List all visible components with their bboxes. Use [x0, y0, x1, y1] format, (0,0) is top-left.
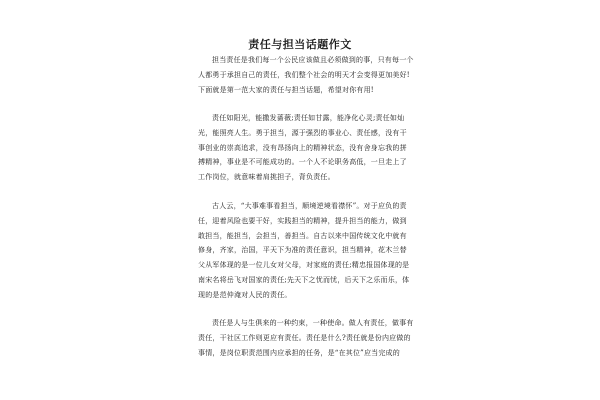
- paragraph-line: 光，能照亮人生。勇于担当，源于强烈的事业心、责任感，没有干: [198, 128, 407, 137]
- paragraph-line: 任，迎着风险也要干好，实践担当的精神，提升担当的能力，做到: [198, 216, 407, 225]
- paragraph-line: 担当责任是我们每一个公民应该做且必须做到的事，只有每一个: [212, 56, 414, 64]
- paragraph-1: [198, 53, 414, 97]
- paragraph-line: 下面就是第一范大家的责任与担当话题，希望对你有用!: [198, 85, 374, 94]
- paragraph-line: 修身，齐家，治国，平天下为准的责任意识，担当精神，花木兰替: [198, 246, 407, 255]
- paragraph-line: 现的是范仲淹对人民的责任。: [198, 290, 292, 299]
- paragraph-line: 责任是人与生俱来的一种约束，一种使命。做人有责任，做事有: [212, 319, 414, 327]
- paragraph-2: [198, 111, 407, 185]
- paragraph-4: [198, 316, 414, 360]
- paragraph-line: 父从军体现的是一位儿女对父母，对家庭的责任;精忠报国体现的是: [198, 261, 410, 270]
- paragraph-line: 古人云，“大事难事看担当，顺境逆境看襟怀”。对于应负的责: [212, 202, 407, 210]
- paragraph-line: 责任如阳光，能撒发蔷薇;责任如甘露，能净化心灵;责任如灿: [212, 114, 405, 122]
- paragraph-3: [198, 199, 410, 303]
- paragraph-line: 事创业的崇高追求，没有昂扬向上的精神状态，没有舍身忘我的拼: [198, 143, 407, 152]
- document-title: 责任与担当话题作文: [248, 38, 352, 51]
- paragraph-line: 工作岗位，就意味着肩挑担子，背负责任。: [198, 173, 335, 182]
- paragraph-line: 责任，干社区工作则更应有责任。责任是什么?责任就是份内应做的: [198, 333, 411, 342]
- paragraph-line: 事情，是岗位职责范围内应承担的任务，是“在其位”应当完成的: [198, 348, 400, 357]
- paragraph-line: 搏精神，事业是不可能成功的。一个人不论职务高低，一旦走上了: [198, 158, 407, 167]
- paragraph-line: 敢担当，能担当，会担当，善担当。自古以来中国传统文化中就有: [198, 231, 407, 240]
- paragraph-line: 人都勇于承担自己的责任，我们整个社会的明天才会变得更加美好!: [198, 70, 410, 79]
- paragraph-line: 南宋名将岳飞对国家的责任;先天下之忧而忧，后天下之乐而乐，体: [198, 275, 410, 284]
